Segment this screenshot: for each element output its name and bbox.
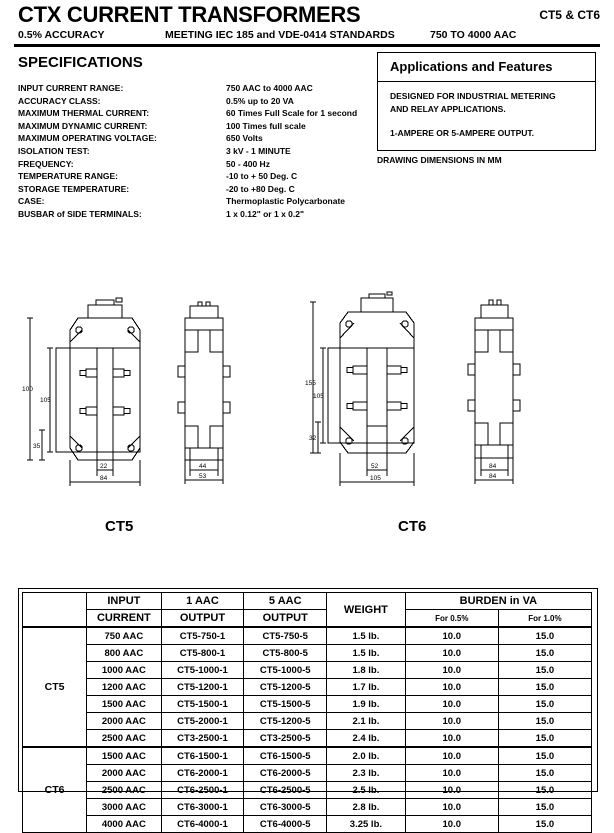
table-row [23, 627, 592, 645]
spec-value: 50 - 400 Hz [226, 158, 270, 169]
ct5-dim-height: 100 [22, 386, 33, 393]
ct5-front-view [27, 298, 140, 486]
ct6-dim-lower: 32 [309, 435, 317, 442]
cell-burden-10: 15.0 [498, 816, 591, 833]
spec-value: 100 Times full scale [226, 120, 306, 131]
cell-input: 1500 AAC [87, 747, 161, 765]
header-output-5aac-line1: 5 AAC [244, 593, 327, 610]
cell-output-5aac: CT5-1500-5 [244, 696, 327, 713]
cell-weight: 1.9 lb. [327, 696, 406, 713]
spec-value: -10 to + 50 Deg. C [226, 171, 298, 182]
spec-value: 650 Volts [226, 133, 263, 144]
specifications-table [18, 82, 357, 221]
cell-output-1aac: CT6-2000-1 [161, 765, 244, 782]
cell-burden-10: 15.0 [498, 747, 591, 765]
header-burden-10: For 1.0% [498, 610, 591, 628]
cell-burden-05: 10.0 [405, 679, 498, 696]
table-row [23, 713, 592, 730]
table-row [23, 662, 592, 679]
spec-label: ISOLATION TEST: [18, 145, 90, 156]
cell-output-1aac: CT5-1200-1 [161, 679, 244, 696]
spec-row [18, 195, 357, 208]
cell-output-1aac: CT6-2500-1 [161, 782, 244, 799]
cell-input: 2000 AAC [87, 765, 161, 782]
cell-weight: 3.25 lb. [327, 816, 406, 833]
cell-burden-05: 10.0 [405, 627, 498, 645]
cell-input: 1500 AAC [87, 696, 161, 713]
cell-output-5aac: CT6-4000-5 [244, 816, 327, 833]
spec-label: ACCURACY CLASS: [18, 95, 101, 106]
spec-label: TEMPERATURE RANGE: [18, 171, 118, 182]
cell-burden-10: 15.0 [498, 765, 591, 782]
spec-row [18, 120, 357, 133]
drawing-dimensions-note: DRAWING DIMENSIONS IN MM [377, 155, 502, 165]
model-label-ct5: CT5 [23, 627, 87, 747]
cell-burden-10: 15.0 [498, 730, 591, 748]
cell-weight: 1.7 lb. [327, 679, 406, 696]
ct6-front-view [310, 292, 414, 486]
cell-burden-10: 15.0 [498, 696, 591, 713]
table-row [23, 645, 592, 662]
spec-label: CASE: [18, 196, 45, 207]
cell-burden-05: 10.0 [405, 765, 498, 782]
applications-line-3: 1-AMPERE OR 5-AMPERE OUTPUT. [390, 128, 535, 138]
ct5-drawing-caption: CT5 [105, 518, 134, 535]
cell-input: 2500 AAC [87, 782, 161, 799]
applications-line-2: AND RELAY APPLICATIONS. [390, 103, 506, 114]
ct6-dim-inner-width: 52 [371, 463, 379, 470]
spec-label: MAXIMUM OPERATING VOLTAGE: [18, 133, 157, 144]
spec-row [18, 132, 357, 145]
ct6-dim-height: 155 [305, 380, 316, 387]
spec-row [18, 183, 357, 196]
cell-output-5aac: CT5-1000-5 [244, 662, 327, 679]
cell-burden-05: 10.0 [405, 662, 498, 679]
table-header-row-2 [23, 610, 592, 628]
spec-label: INPUT CURRENT RANGE: [18, 83, 124, 93]
cell-weight: 2.0 lb. [327, 747, 406, 765]
cell-output-5aac: CT6-1500-5 [244, 747, 327, 765]
cell-burden-05: 10.0 [405, 816, 498, 833]
ct6-dim-width: 105 [370, 475, 381, 482]
header-input-current-line2: CURRENT [87, 610, 161, 628]
table-header-row-1 [23, 593, 592, 610]
header-burden-05: For 0.5% [405, 610, 498, 628]
ct5-dim-width: 84 [100, 475, 108, 482]
applications-line-1: DESIGNED FOR INDUSTRIAL METERING [390, 91, 556, 101]
spec-row [18, 170, 357, 183]
ct5-side-dim-width: 53 [199, 473, 207, 480]
cell-output-1aac: CT5-1500-1 [161, 696, 244, 713]
applications-box [377, 52, 596, 151]
cell-output-1aac: CT6-3000-1 [161, 799, 244, 816]
spec-value: 0.5% up to 20 VA [226, 95, 294, 106]
table-row [23, 696, 592, 713]
cell-input: 1200 AAC [87, 679, 161, 696]
cell-output-1aac: CT6-4000-1 [161, 816, 244, 833]
ct6-side-dim-width: 84 [489, 473, 497, 480]
cell-burden-05: 10.0 [405, 799, 498, 816]
spec-row [18, 208, 357, 221]
header-output-1aac-line2: OUTPUT [161, 610, 244, 628]
cell-weight: 2.8 lb. [327, 799, 406, 816]
specifications-heading: SPECIFICATIONS [18, 54, 143, 71]
spec-row [18, 158, 357, 171]
model-label-ct6: CT6 [23, 747, 87, 833]
spec-label: FREQUENCY: [18, 158, 74, 169]
spec-label: BUSBAR of SIDE TERMINALS: [18, 208, 142, 219]
ct6-drawing-caption: CT6 [398, 518, 427, 535]
cell-output-5aac: CT5-1200-5 [244, 713, 327, 730]
cell-input: 3000 AAC [87, 799, 161, 816]
spec-value: 3 kV - 1 MINUTE [226, 145, 291, 156]
cell-output-5aac: CT6-2500-5 [244, 782, 327, 799]
applications-heading: Applications and Features [378, 53, 595, 82]
cell-output-5aac: CT6-3000-5 [244, 799, 327, 816]
ct6-side-view [468, 300, 520, 484]
cell-input: 2500 AAC [87, 730, 161, 748]
spec-label: MAXIMUM THERMAL CURRENT: [18, 108, 150, 119]
spec-row [18, 95, 357, 108]
table-row [23, 799, 592, 816]
cell-output-1aac: CT3-2500-1 [161, 730, 244, 748]
cell-input: 2000 AAC [87, 713, 161, 730]
spec-row [18, 82, 357, 95]
cell-burden-05: 10.0 [405, 713, 498, 730]
page-title: CTX CURRENT TRANSFORMERS [18, 2, 361, 27]
header-input-current-line1: INPUT [87, 593, 161, 610]
table-row [23, 765, 592, 782]
ct6-side-dim-inner: 84 [489, 463, 497, 470]
table-row [23, 730, 592, 748]
page-header [0, 0, 614, 46]
current-range-label: 750 TO 4000 AAC [430, 29, 517, 41]
header-burden: BURDEN in VA [405, 593, 591, 610]
cell-output-1aac: CT5-750-1 [161, 627, 244, 645]
cell-weight: 2.3 lb. [327, 765, 406, 782]
spec-value: 750 AAC to 4000 AAC [226, 83, 313, 93]
cell-burden-10: 15.0 [498, 799, 591, 816]
spec-value: Thermoplastic Polycarbonate [226, 196, 346, 207]
ct5-dim-inner-width: 22 [100, 463, 108, 470]
ct5-side-view [178, 302, 230, 484]
spec-label: MAXIMUM DYNAMIC CURRENT: [18, 120, 148, 131]
table-row [23, 782, 592, 799]
cell-output-5aac: CT5-750-5 [244, 627, 327, 645]
cell-burden-05: 10.0 [405, 782, 498, 799]
cell-weight: 2.5 lb. [327, 782, 406, 799]
spec-value: 60 Times Full Scale for 1 second [226, 108, 358, 119]
cell-output-1aac: CT5-1000-1 [161, 662, 244, 679]
cell-input: 750 AAC [87, 627, 161, 645]
header-model [23, 593, 87, 628]
model-designation: CT5 & CT6 [539, 8, 600, 22]
header-weight: WEIGHT [327, 593, 406, 628]
header-output-5aac-line2: OUTPUT [244, 610, 327, 628]
cell-output-5aac: CT5-800-5 [244, 645, 327, 662]
cell-burden-10: 15.0 [498, 713, 591, 730]
cell-burden-10: 15.0 [498, 782, 591, 799]
header-divider [14, 44, 600, 47]
header-output-1aac-line1: 1 AAC [161, 593, 244, 610]
ct5-dim-inner-height: 105 [40, 397, 51, 404]
technical-drawings [0, 290, 614, 540]
cell-burden-05: 10.0 [405, 696, 498, 713]
cell-output-1aac: CT5-2000-1 [161, 713, 244, 730]
table-row [23, 679, 592, 696]
applications-body [378, 82, 595, 150]
standards-label: MEETING IEC 185 and VDE-0414 STANDARDS [165, 29, 395, 41]
table-row [23, 747, 592, 765]
spec-label: STORAGE TEMPERATURE: [18, 183, 130, 194]
cell-output-1aac: CT5-800-1 [161, 645, 244, 662]
cell-input: 800 AAC [87, 645, 161, 662]
cell-output-5aac: CT3-2500-5 [244, 730, 327, 748]
cell-burden-05: 10.0 [405, 730, 498, 748]
product-selection-table [22, 592, 592, 833]
ct5-side-dim-inner: 44 [199, 463, 207, 470]
cell-input: 1000 AAC [87, 662, 161, 679]
spec-row [18, 107, 357, 120]
cell-input: 4000 AAC [87, 816, 161, 833]
cell-output-5aac: CT6-2000-5 [244, 765, 327, 782]
cell-output-5aac: CT5-1200-5 [244, 679, 327, 696]
spec-value: 1 x 0.12" or 1 x 0.2" [226, 208, 304, 219]
cell-burden-05: 10.0 [405, 747, 498, 765]
cell-weight: 2.4 lb. [327, 730, 406, 748]
ct6-dim-inner-height: 105 [313, 393, 324, 400]
cell-burden-10: 15.0 [498, 627, 591, 645]
spec-value: -20 to +80 Deg. C [226, 183, 295, 194]
spec-row [18, 145, 357, 158]
cell-burden-10: 15.0 [498, 645, 591, 662]
cell-output-1aac: CT6-1500-1 [161, 747, 244, 765]
table-row [23, 816, 592, 833]
cell-weight: 1.8 lb. [327, 662, 406, 679]
accuracy-label: 0.5% ACCURACY [18, 29, 105, 41]
cell-weight: 1.5 lb. [327, 645, 406, 662]
cell-burden-05: 10.0 [405, 645, 498, 662]
cell-weight: 1.5 lb. [327, 627, 406, 645]
ct5-dim-lower: 35 [33, 443, 41, 450]
cell-burden-10: 15.0 [498, 679, 591, 696]
drawings-svg [0, 290, 614, 540]
cell-weight: 2.1 lb. [327, 713, 406, 730]
cell-burden-10: 15.0 [498, 662, 591, 679]
